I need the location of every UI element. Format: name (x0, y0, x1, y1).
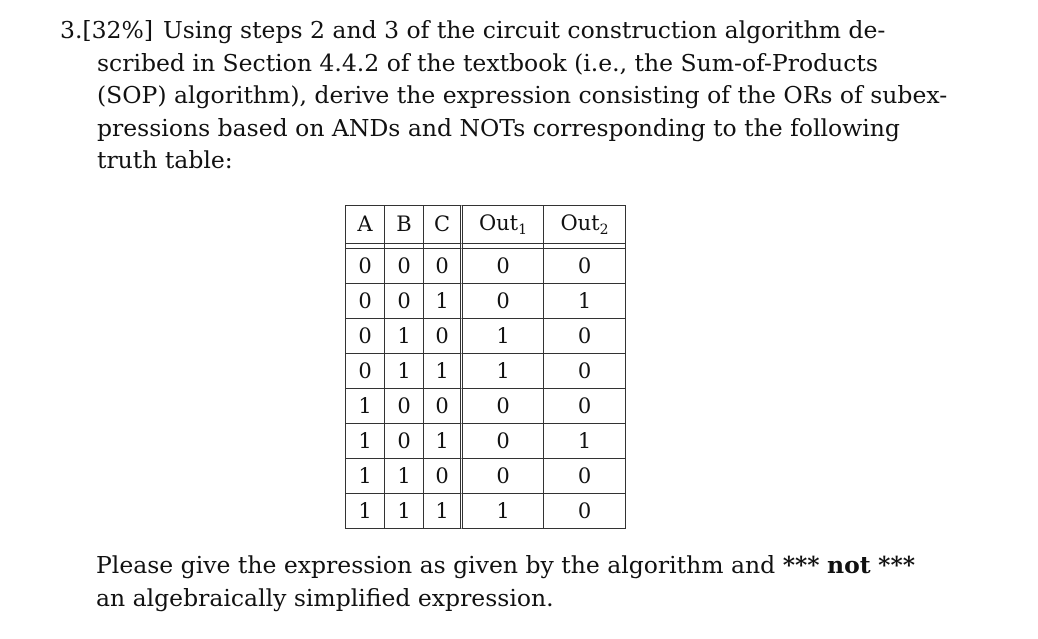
cell-a: 0 (345, 249, 385, 284)
emphasis-stars-left: *** (782, 551, 820, 579)
cell-b: 1 (385, 354, 424, 389)
cell-out2: 0 (544, 249, 626, 284)
cell-out1: 0 (463, 424, 544, 459)
problem-line-5: truth table: (97, 146, 233, 174)
cell-out2: 0 (544, 319, 626, 354)
header-b: B (385, 205, 424, 244)
instruction-line-2: an algebraically simplified expression. (96, 584, 554, 612)
cell-out1: 1 (463, 354, 544, 389)
cell-b: 1 (385, 319, 424, 354)
cell-a: 0 (345, 319, 385, 354)
problem-line-1 (60, 14, 886, 47)
emphasis-stars-right: *** (878, 551, 916, 579)
cell-c: 1 (424, 284, 463, 319)
cell-out1: 1 (463, 319, 544, 354)
table-row (345, 494, 626, 529)
problem-line-2: scribed in Section 4.4.2 of the textbook (i.e., the Sum-of-Products (97, 48, 878, 77)
cell-b: 0 (385, 284, 424, 319)
cell-out2: 0 (544, 494, 626, 529)
cell-b: 1 (385, 494, 424, 529)
table-row (345, 424, 626, 459)
cell-out1: 0 (463, 284, 544, 319)
cell-a: 0 (345, 284, 385, 319)
problem-line-3: (SOP) algorithm), derive the expression consisting of the ORs of subex- (97, 81, 948, 109)
cell-a: 1 (345, 424, 385, 459)
problem-statement (60, 14, 948, 177)
problem-weight: [32%] (82, 16, 153, 44)
cell-out2: 1 (544, 284, 626, 319)
table-row (345, 354, 626, 389)
cell-a: 1 (345, 494, 385, 529)
header-out2: Out$_2$ (544, 205, 626, 244)
cell-c: 1 (424, 354, 463, 389)
header-a: A (345, 205, 385, 244)
header-out1: Out$_1$ (463, 205, 544, 244)
cell-b: 0 (385, 389, 424, 424)
cell-a: 1 (345, 389, 385, 424)
instruction-text: Please give the expression as given by the algorithm and (96, 551, 783, 579)
emphasis-not: not (827, 551, 871, 579)
cell-out1: 0 (463, 249, 544, 284)
table-header-row (345, 205, 626, 244)
cell-c: 1 (424, 424, 463, 459)
problem-text-1: Using steps 2 and 3 of the circuit construction algorithm de- (163, 16, 886, 44)
cell-c: 0 (424, 249, 463, 284)
cell-out2: 0 (544, 459, 626, 494)
table-row (345, 284, 626, 319)
cell-out1: 1 (463, 494, 544, 529)
cell-b: 1 (385, 459, 424, 494)
cell-out2: 1 (544, 424, 626, 459)
table-row (345, 459, 626, 494)
cell-out2: 0 (544, 389, 626, 424)
cell-c: 1 (424, 494, 463, 529)
header-c: C (424, 205, 463, 244)
truth-table (345, 205, 626, 529)
instruction-line-1 (96, 549, 915, 582)
cell-out2: 0 (544, 354, 626, 389)
cell-c: 0 (424, 389, 463, 424)
cell-c: 0 (424, 319, 463, 354)
cell-out1: 0 (463, 389, 544, 424)
cell-c: 0 (424, 459, 463, 494)
table-row (345, 249, 626, 284)
cell-b: 0 (385, 424, 424, 459)
cell-a: 1 (345, 459, 385, 494)
cell-b: 0 (385, 249, 424, 284)
problem-line-4: pressions based on ANDs and NOTs corresponding to the following (97, 113, 900, 142)
instruction-note (96, 549, 915, 615)
cell-out1: 0 (463, 459, 544, 494)
table-row (345, 319, 626, 354)
problem-number: 3. (60, 16, 83, 44)
cell-a: 0 (345, 354, 385, 389)
table-row (345, 389, 626, 424)
